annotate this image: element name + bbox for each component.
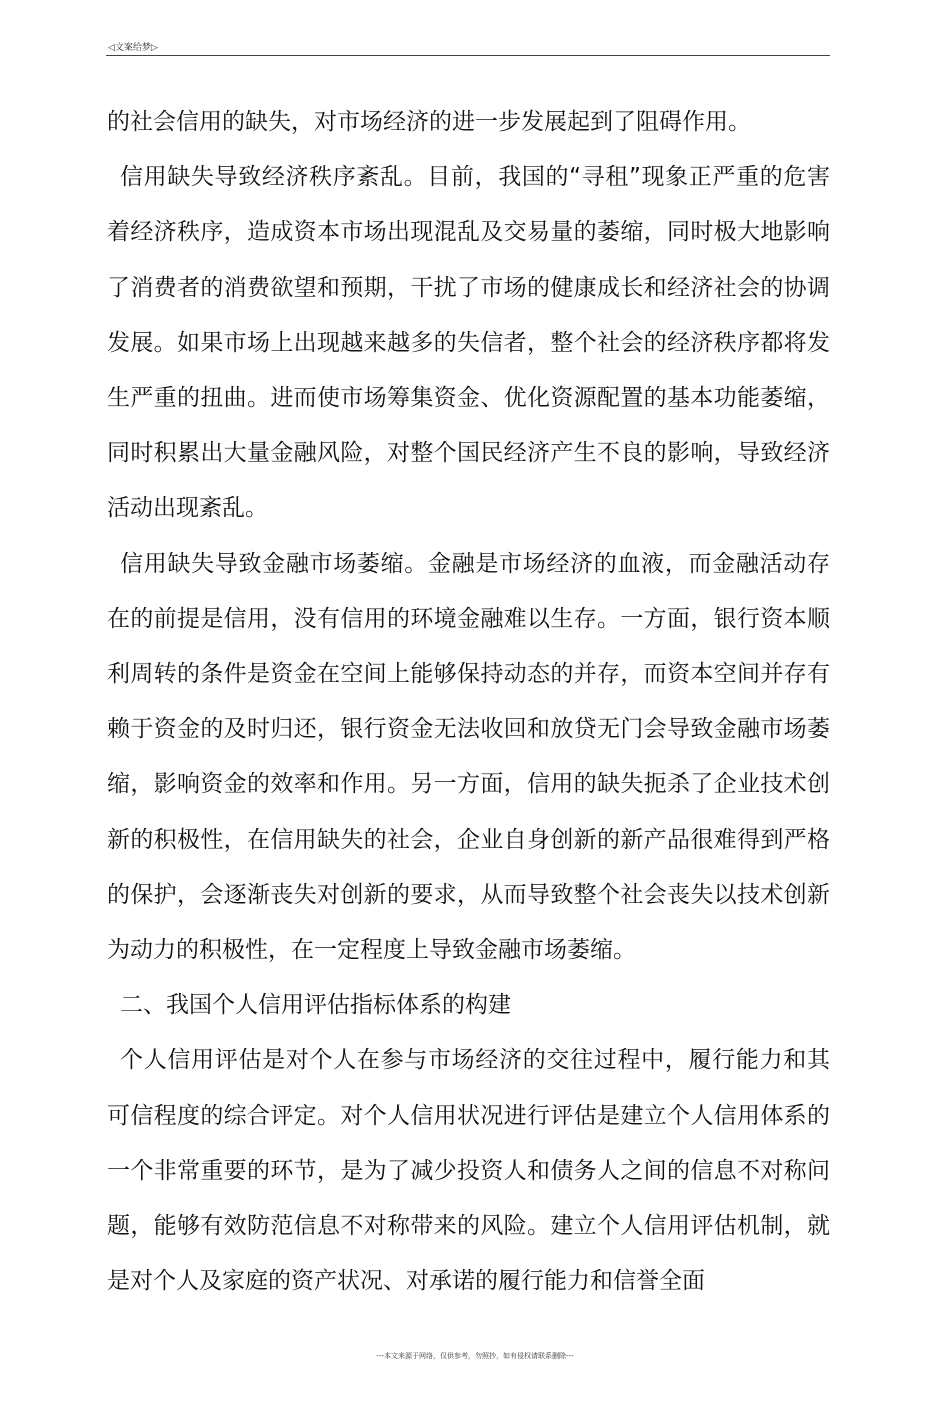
paragraph-continuation: 的社会信用的缺失，对市场经济的进一步发展起到了阻碍作用。 <box>107 109 751 135</box>
document-body <box>107 95 830 1309</box>
page-header: ◁文案给梦▷ <box>108 43 158 53</box>
paragraph-economic-order: 信用缺失导致经济秩序紊乱。目前，我国的“寻租”现象正严重的危害着经济秩序，造成资本市场出现混乱及交易量的萎缩，同时极大地影响了消费者的消费欲望和预期，干扰了市场的健康成长和经济社会的协调发展。如果市场上出现越来越多的失信者，整个社会的经济秩序都将发生严重的扭曲。进而使市场筹集资金、优化资源配置的基本功能萎缩，同时积累出大量金融风险，对整个国民经济产生不良的影响，导致经济活动出现紊乱。 <box>107 164 830 522</box>
section-heading: 二、我国个人信用评估指标体系的构建 <box>120 992 511 1019</box>
paragraph-financial-market: 信用缺失导致金融市场萎缩。金融是市场经济的血液，而金融活动存在的前提是信用，没有信用的环境金融难以生存。一方面，银行资本顺利周转的条件是资金在空间上能够保持动态的并存，而资本空间并存有赖于资金的及时归还，银行资金无法收回和放贷无门会导致金融市场萎缩，影响资金的效率和作用。另一方面，信用的缺失扼杀了企业技术创新的积极性，在信用缺失的社会，企业自身创新的新产品很难得到严格的保护，会逐渐丧失对创新的要求，从而导致整个社会丧失以技术创新为动力的积极性，在一定程度上导致金融市场萎缩。 <box>107 550 830 964</box>
page-footer: ---本文来源于网络，仅供参考，勿照抄，如有侵权请联系删除--- <box>376 1352 574 1360</box>
paragraph-credit-evaluation: 个人信用评估是对个人在参与市场经济的交往过程中，履行能力和其可信程度的综合评定。对个人信用状况进行评估是建立个人信用体系的一个非常重要的环节，是为了减少投资人和债务人之间的信息不对称问题，能够有效防范信息不对称带来的风险。建立个人信用评估机制，就是对个人及家庭的资产状况、对承诺的履行能力和信誉全面 <box>107 1047 830 1295</box>
header-divider <box>106 55 830 56</box>
